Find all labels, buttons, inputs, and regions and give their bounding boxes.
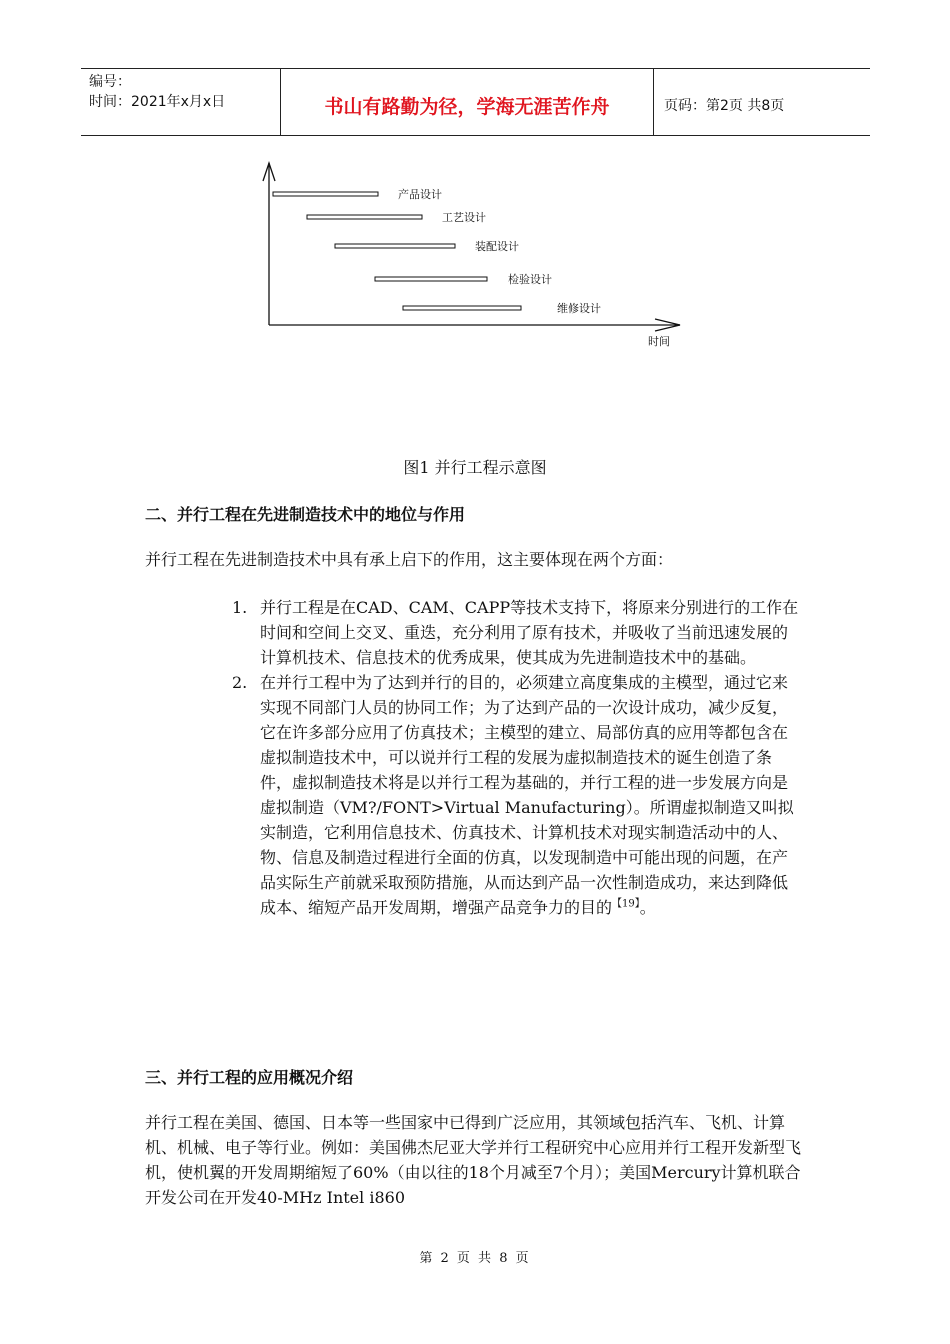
section-3-title: 三、并行工程的应用概况介绍	[145, 1068, 354, 1087]
parallel-engineering-diagram	[255, 155, 695, 355]
page-label: 页码：第2页 共8页	[664, 98, 785, 114]
page-footer: 第 2 页 共 8 页	[419, 1251, 531, 1266]
section-2-intro: 并行工程在先进制造技术中具有承上启下的作用，这主要体现在两个方面：	[145, 550, 674, 569]
task-bar-maintenance	[403, 306, 521, 310]
task-label-process: 工艺设计	[442, 211, 486, 224]
task-bar-product	[273, 192, 378, 196]
list-item	[228, 670, 803, 920]
task-label-product: 产品设计	[398, 188, 442, 201]
task-label-maintenance: 维修设计	[557, 302, 601, 315]
time-label: 时间：2021年x月x日	[89, 94, 226, 110]
reference-mark: 【19】	[612, 898, 640, 910]
task-bar-assembly	[335, 244, 455, 248]
list-text: 并行工程是在CAD、CAM、CAPP等技术支持下，将原来分别进行的工作在时间和空间上交叉、重迭，充分利用了原有技术，并吸收了当前迅速发展的计算机技术、信息技术的优秀成果，使其成为先进制造技术中的基础。	[260, 598, 799, 667]
task-label-assembly: 装配设计	[475, 240, 519, 253]
x-axis-label: 时间	[648, 335, 670, 348]
list-text: 在并行工程中为了达到并行的目的，必须建立高度集成的主模型，通过它来实现不同部门人员的协同工作；为了达到产品的一次设计成功，减少反复，它在许多部分应用了仿真技术；主模型的建立、局部仿真的应用等都包含在虚拟制造技术中，可以说并行工程的发展为虚拟制造技术的诞生创造了条件，虚拟制造技术将是以并行工程为基础的，并行工程的进一步发展方向是虚拟制造（VM?/FONT>Virtual Manufacturing）。所谓虚拟制造又叫拟实制造，它利用信息技术、仿真技术、计算机技术对现实制造活动中的人、物、信息及制造过程进行全面的仿真，以发现制造中可能出现的问题，在产品实际生产前就采取预防措施，从而达到产品一次性制造成功，来达到降低成本、缩短产品开发周期，增强产品竞争力的目的	[260, 673, 794, 917]
list-text-tail: 。	[639, 898, 656, 917]
list-item	[228, 595, 803, 670]
section-2-title: 二、并行工程在先进制造技术中的地位与作用	[145, 505, 466, 524]
task-label-inspection: 检验设计	[508, 273, 552, 286]
diagram-svg	[255, 155, 695, 355]
motto: 书山有路勤为径，学海无涯苦作舟	[281, 69, 654, 135]
page-header	[81, 68, 870, 136]
section-3-paragraph: 并行工程在美国、德国、日本等一些国家中已得到广泛应用，其领域包括汽车、飞机、计算机、机械、电子等行业。例如：美国佛杰尼亚大学并行工程研究中心应用并行工程开发新型飞机，使机翼的开发周期缩短了60%（由以往的18个月减至7个月）；美国Mercury计算机联合开发公司在开发40-MHz Intel i860	[145, 1113, 802, 1207]
section-2-list	[228, 595, 803, 920]
figure-caption: 图1 并行工程示意图	[403, 458, 547, 477]
list-number: 2.	[232, 673, 248, 692]
task-bar-process	[307, 215, 422, 219]
header-left-cell	[81, 69, 281, 135]
task-bar-inspection	[375, 277, 487, 281]
list-number: 1.	[232, 598, 248, 617]
number-label: 编号：	[89, 74, 131, 90]
